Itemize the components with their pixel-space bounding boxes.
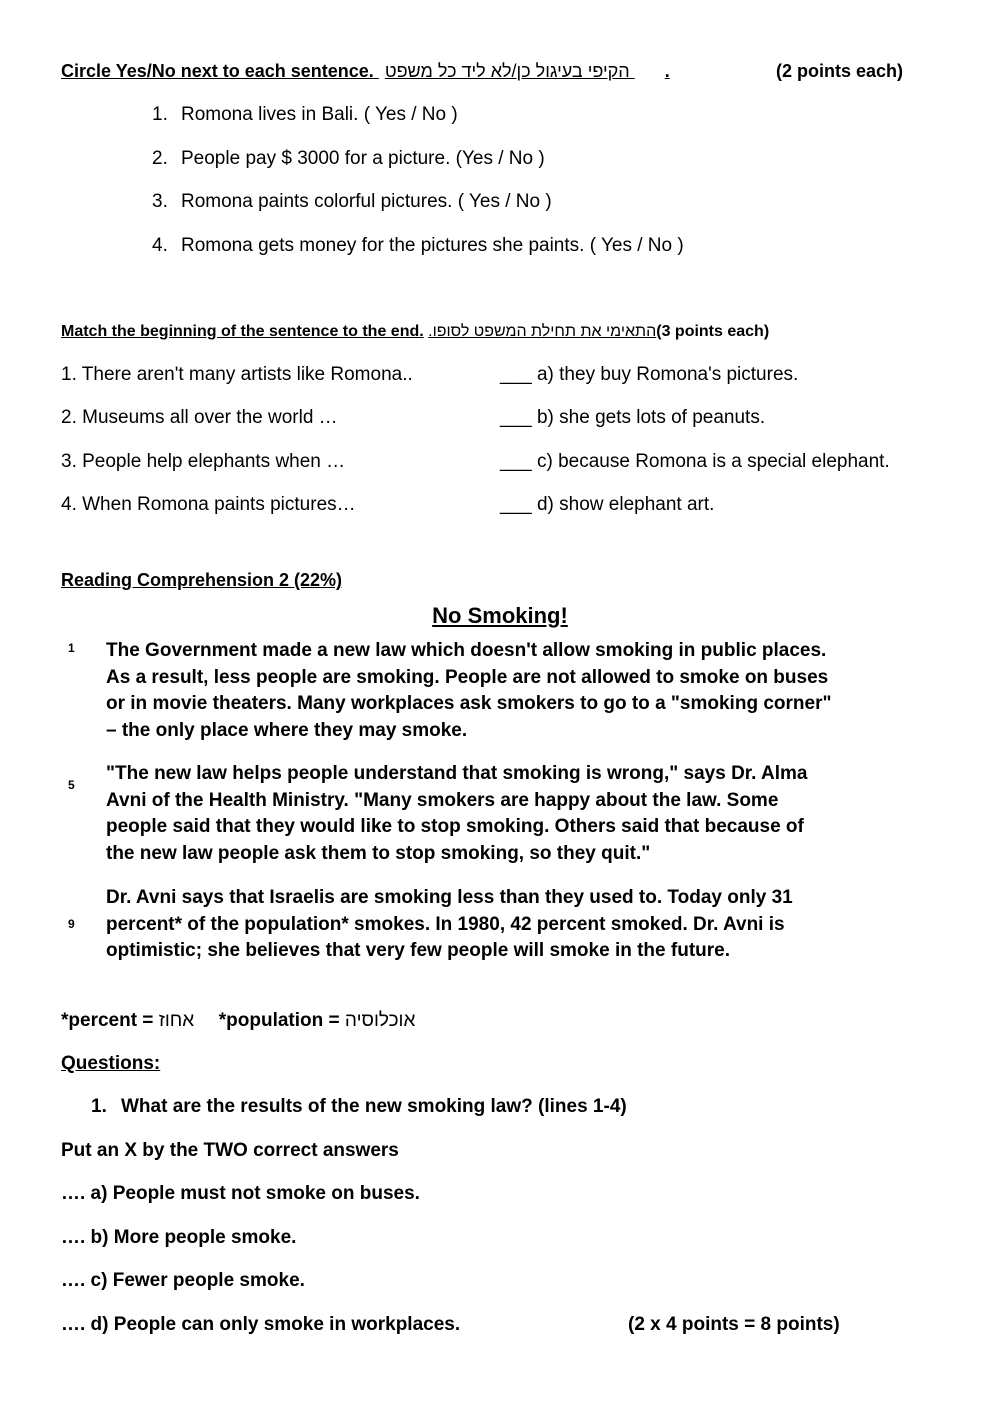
glossary-percent-label: *percent = [61, 1010, 159, 1031]
answer-option[interactable]: …. c) Fewer people smoke. [61, 1270, 305, 1291]
line-number: 1 [68, 641, 75, 655]
section1-item-num: 2. [152, 148, 168, 169]
match-left-item: 2. Museums all over the world … [61, 407, 338, 428]
glossary [61, 1010, 415, 1032]
section1-item-num: 1. [152, 104, 168, 125]
section1-item-text: Romona lives in Bali. ( Yes / No ) [181, 104, 458, 125]
question-number: 1. [91, 1096, 107, 1117]
section1-item-num: 3. [152, 191, 168, 212]
answer-option[interactable]: …. b) More people smoke. [61, 1227, 297, 1248]
match-left-item: 4. When Romona paints pictures… [61, 494, 356, 515]
glossary-population-hebrew: אוכלוסיה [344, 1010, 416, 1031]
article-title: No Smoking! [432, 603, 568, 628]
question-text: What are the results of the new smoking law? (lines 1-4) [121, 1096, 627, 1117]
glossary-percent-hebrew: אחוז [158, 1010, 195, 1031]
answer-option[interactable]: …. d) People can only smoke in workplaces. [61, 1314, 461, 1335]
section1-item-text: People pay $ 3000 for a picture. (Yes / No ) [181, 148, 545, 169]
section1-item-text: Romona gets money for the pictures she paints. ( Yes / No ) [181, 235, 684, 256]
article-paragraph: "The new law helps people understand that smoking is wrong," says Dr. Alma Avni of the Health Ministry. "Many smokers are happy about the law. Some people said that they would like to stop smoking. Others said that because of the new law people ask them to stop smoking, so they quit." [106, 763, 808, 864]
section2-instruction: Match the beginning of the sentence to the end. [61, 323, 424, 340]
section1-points: (2 points each) [776, 61, 904, 81]
match-left-item: 3. People help elephants when … [61, 451, 346, 472]
glossary-population-label: *population = [218, 1010, 345, 1031]
section1-instruction-line [61, 61, 670, 82]
match-right-item[interactable]: ___ d) show elephant art. [500, 494, 715, 515]
questions-points: (2 x 4 points = 8 points) [628, 1314, 840, 1335]
line-number: 9 [68, 917, 75, 931]
match-right-item[interactable]: ___ b) she gets lots of peanuts. [500, 407, 766, 428]
section2-instruction-hebrew: התאימי את תחילת המשפט לסופו. [428, 323, 657, 340]
section1-instruction-dot: . [664, 61, 670, 81]
section1-item-num: 4. [152, 235, 168, 256]
section1-instruction: Circle Yes/No next to each sentence. [61, 61, 374, 81]
line-number: 5 [68, 778, 75, 792]
section2-points: (3 points each) [656, 323, 770, 340]
question-instruction: Put an X by the TWO correct answers [61, 1140, 399, 1161]
reading-heading: Reading Comprehension 2 (22%) [61, 570, 343, 590]
match-left-item: 1. There aren't many artists like Romona.. [61, 364, 413, 385]
answer-option[interactable]: …. a) People must not smoke on buses. [61, 1183, 420, 1204]
section1-item-text: Romona paints colorful pictures. ( Yes / No ) [181, 191, 552, 212]
section1-instruction-hebrew: הקיפי בעיגול כן/לא ליד כל משפט [384, 61, 630, 81]
questions-heading: Questions: [61, 1053, 161, 1074]
section2-instruction-line [61, 323, 769, 341]
article-paragraph: Dr. Avni says that Israelis are smoking less than they used to. Today only 31 percent* of the population* smokes. In 1980, 42 percent smoked. Dr. Avni is optimistic; she believes that very few people will smoke in the future. [106, 887, 793, 961]
match-right-item[interactable]: ___ a) they buy Romona's pictures. [500, 364, 799, 385]
article-paragraph: The Government made a new law which doesn't allow smoking in public places. As a result, less people are smoking. People are not allowed to smoke on buses or in movie theaters. Many workplaces ask smokers to go to a "smoking corner" – the only place where they may smoke. [106, 640, 832, 741]
match-right-item[interactable]: ___ c) because Romona is a special elephant. [500, 451, 890, 472]
